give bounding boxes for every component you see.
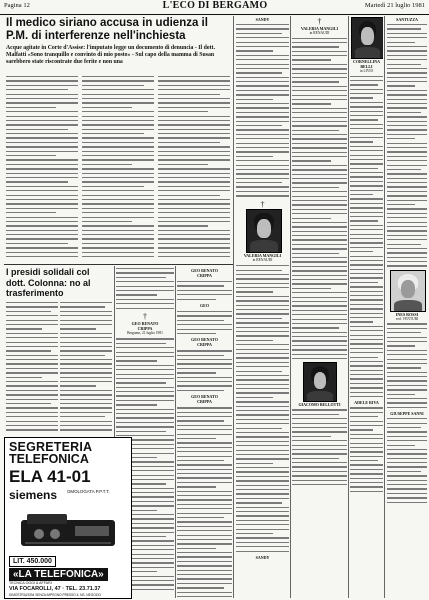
deceased-name: SANDY [255,554,270,560]
ad-model: ELA 41-01 [9,467,91,486]
text-lines [82,76,154,257]
ad-title-line1: SEGRETERIA [9,440,93,454]
text-lines [177,350,232,391]
obituary-notice [350,400,383,405]
text-lines [292,38,347,360]
obituary-notice [116,312,174,336]
cross-icon: † [317,17,322,26]
column-rule [384,16,385,598]
text-lines [236,265,289,552]
column-rule [290,16,291,598]
notice-date: Bergamo, 21 luglio 1981 [127,330,163,335]
deceased-name: GEO RENATO [131,320,159,326]
text-lines [387,323,427,408]
text-lines [158,76,230,257]
deceased-name: VALERIA MANGILI [243,252,282,258]
article-headline: Il medico siriano accusa in udienza il P.M. di interferenze nell'inchiesta [6,17,208,42]
ad-shop-name: «LA TELEFONICA» [9,568,108,581]
obituary-column-3 [236,17,289,598]
text-lines [177,407,232,598]
ad-shop-tagline: TECNICA OGGI & AFFARI [9,581,52,585]
box-headline: I presidi solidali col dott. Colonna: no al trasferimento [6,267,91,298]
portrait-photo [303,362,337,402]
obituary-notice [387,411,427,416]
text-lines [236,24,289,197]
obituary-notice [387,17,427,22]
text-lines [116,268,174,309]
deceased-name: GEO [200,302,209,308]
deceased-surname: CRIPPA [197,273,212,278]
obituary-column-5 [350,17,383,598]
answering-machine-icon [19,506,117,550]
column-rule [348,16,349,598]
obituary-notice [177,268,232,278]
deceased-surname: ved. VENTURI [395,316,419,321]
text-lines [387,24,427,267]
article-body-col3 [158,76,230,262]
obituary-column-6 [387,17,427,598]
page-number: Pagina 12 [4,2,30,9]
deceased-name: CORNELLINA BELLI [352,59,381,69]
text-lines [6,302,58,431]
obituary-notice [292,26,347,36]
box-body-col2 [60,302,112,434]
text-lines [6,76,78,257]
obituary-notice [236,253,289,263]
deceased-name: SANTUZZA [396,17,418,22]
obituary-notice [236,17,289,22]
article-deck: Acque agitate in Corte d'Assise: l'imputato legge un documento di denuncia - Il dott. Malfatti «Sono tranquillo e convinto di mio posto» - Sul capo della mamma di Susan sarebbero state riscontrate due ferite e non una [6,45,216,65]
column-rule [4,264,234,265]
issue-date: Martedì 21 luglio 1981 [364,2,425,9]
ad-note: DIMOSTRAZIONI SENZA IMPEGNO PRESSO IL NS. NEGOZIO [9,593,101,597]
text-lines [350,407,383,492]
portrait-photo [351,17,383,59]
obituary-notice [236,555,289,560]
text-lines [292,409,347,485]
deceased-name: GIUSEPPE SANNI [390,411,424,417]
deceased-surname: CRIPPA [197,342,212,348]
deceased-name: GIACOMO BELLOTTI [298,402,341,408]
deceased-surname: in RENAUDI [309,31,330,35]
text-lines [350,76,383,398]
advertisement [4,437,132,599]
obituary-notice [387,312,427,322]
cross-icon: † [143,311,147,321]
text-lines [60,302,112,431]
obituary-notice [177,394,232,404]
deceased-name: SANDY [255,17,270,22]
deceased-surname: in RENAUDI [252,257,273,262]
text-lines [177,281,232,300]
text-lines [177,311,232,334]
masthead: L'ECO DI BERGAMO [162,0,268,11]
obituary-notice [292,402,347,407]
article-body-col1 [6,76,78,262]
column-rule [233,16,234,598]
portrait-photo [246,209,282,253]
deceased-name: INES ROSSI [395,311,419,317]
deceased-name: VALERIA MANGILI [300,26,339,31]
deceased-surname: CRIPPA [197,399,212,405]
obituary-column-4 [292,17,347,598]
ad-approval: OMOLOGATA P.P.T.T. [67,489,110,494]
deceased-name: GEO RENATO [191,394,218,400]
column-rule [175,266,176,598]
box-body-col1 [6,302,58,434]
ad-title-line2: TELEFONICA [9,452,89,466]
ad-price: LIT. 450.000 [9,556,56,567]
article-body-col2 [82,76,154,262]
portrait-photo [390,270,426,312]
ad-brand: siemens [9,488,58,502]
obituary-column-2 [177,268,232,598]
ad-address: VIA FOCAROLLI, 47 · TEL. 23.71.37 [9,586,101,592]
deceased-surname: in LIVIO [359,69,374,73]
deceased-surname: CRIPPA [137,325,153,331]
deceased-name: GEO RENATO [191,337,218,343]
obituary-notice [350,59,383,74]
obituary-notice [177,337,232,347]
page-header [0,0,429,15]
cross-icon: † [260,199,265,209]
obituary-notice [177,303,232,308]
deceased-name: GEO RENATO [191,268,218,273]
deceased-name: ADELE RIVA [354,400,379,406]
text-lines [387,418,427,503]
